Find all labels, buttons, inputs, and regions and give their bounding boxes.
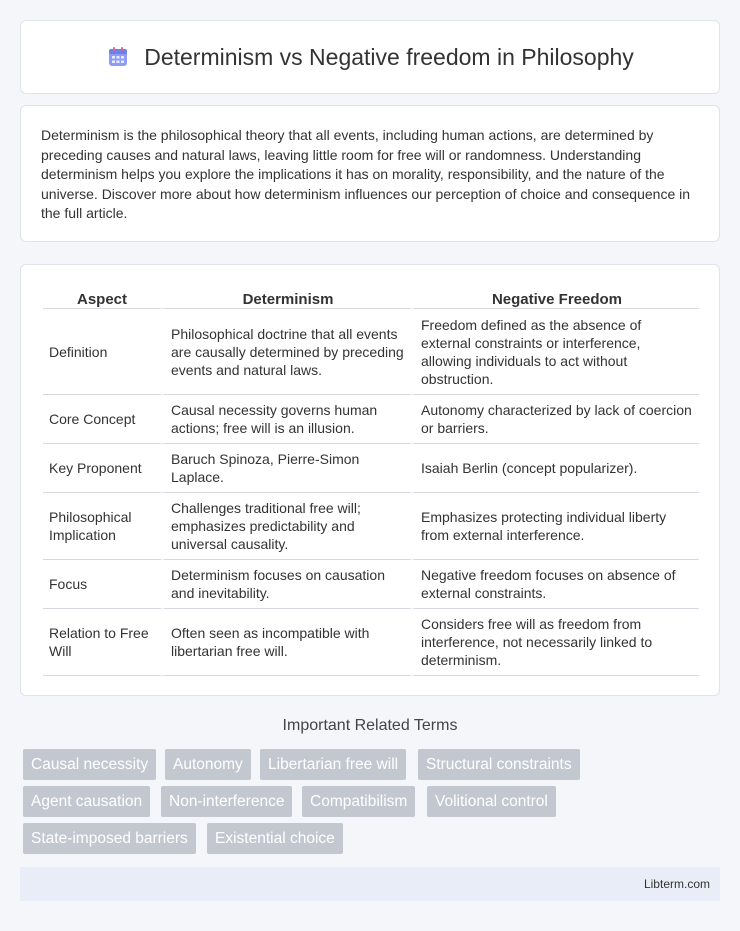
calendar-icon bbox=[106, 45, 130, 69]
table-cell: Determinism focuses on causation and inevitability. bbox=[161, 560, 411, 609]
intro-card bbox=[20, 105, 720, 242]
related-term-tag[interactable]: State-imposed barriers bbox=[23, 823, 196, 854]
related-term-tag[interactable]: Non-interference bbox=[161, 786, 292, 817]
related-term-tag[interactable]: Causal necessity bbox=[23, 749, 156, 780]
table-cell: Considers free will as freedom from interference, not necessarily linked to determinism. bbox=[411, 609, 699, 676]
table-cell: Challenges traditional free will; emphasizes predictability and universal causality. bbox=[161, 493, 411, 560]
table-cell: Relation to Free Will bbox=[43, 609, 161, 676]
comparison-table-card bbox=[20, 264, 720, 696]
table-row bbox=[43, 493, 699, 560]
related-term-tag[interactable]: Autonomy bbox=[165, 749, 251, 780]
table-cell: Core Concept bbox=[43, 395, 161, 444]
comparison-table bbox=[43, 285, 699, 676]
column-header-aspect: Aspect bbox=[43, 285, 161, 309]
table-row bbox=[43, 395, 699, 444]
table-cell: Autonomy characterized by lack of coercion or barriers. bbox=[411, 395, 699, 444]
related-term-tag[interactable]: Libertarian free will bbox=[260, 749, 406, 780]
footer-site-link[interactable]: Libterm.com bbox=[643, 877, 710, 891]
page-title: Determinism vs Negative freedom in Philosophy bbox=[144, 43, 634, 70]
table-row bbox=[43, 444, 699, 493]
title-card bbox=[20, 20, 720, 94]
intro-text: Determinism is the philosophical theory that all events, including human actions, are determined by preceding causes and natural laws, leaving little room for free will or randomness. Understanding determinism helps you explore the implications it has on morality, responsibility, and the nature of the universe. Discover more about how determinism influences our perception of choice and consequence in the full article. bbox=[41, 127, 691, 221]
table-header-row bbox=[43, 285, 699, 309]
footer bbox=[20, 867, 720, 901]
column-header-negative-freedom: Negative Freedom bbox=[411, 285, 699, 309]
related-term-tag[interactable]: Compatibilism bbox=[302, 786, 415, 817]
table-cell: Focus bbox=[43, 560, 161, 609]
related-term-tag[interactable]: Volitional control bbox=[427, 786, 556, 817]
table-cell: Isaiah Berlin (concept popularizer). bbox=[411, 444, 699, 493]
table-cell: Freedom defined as the absence of external constraints or interference, allowing individuals to act without obstruction. bbox=[411, 309, 699, 395]
table-cell: Causal necessity governs human actions; free will is an illusion. bbox=[161, 395, 411, 444]
table-cell: Often seen as incompatible with libertarian free will. bbox=[161, 609, 411, 676]
column-header-determinism: Determinism bbox=[161, 285, 411, 309]
table-row bbox=[43, 560, 699, 609]
related-term-tag[interactable]: Structural constraints bbox=[418, 749, 580, 780]
table-row bbox=[43, 309, 699, 395]
table-row bbox=[43, 609, 699, 676]
table-cell: Definition bbox=[43, 309, 161, 395]
related-term-tag[interactable]: Agent causation bbox=[23, 786, 150, 817]
related-term-tag[interactable]: Existential choice bbox=[207, 823, 343, 854]
table-cell: Philosophical doctrine that all events are causally determined by preceding events and natural laws. bbox=[161, 309, 411, 395]
related-terms-title: Important Related Terms bbox=[282, 717, 458, 734]
table-cell: Baruch Spinoza, Pierre-Simon Laplace. bbox=[161, 444, 411, 493]
table-cell: Philosophical Implication bbox=[43, 493, 161, 560]
table-cell: Emphasizes protecting individual liberty from external interference. bbox=[411, 493, 699, 560]
table-cell: Negative freedom focuses on absence of external constraints. bbox=[411, 560, 699, 609]
table-cell: Key Proponent bbox=[43, 444, 161, 493]
